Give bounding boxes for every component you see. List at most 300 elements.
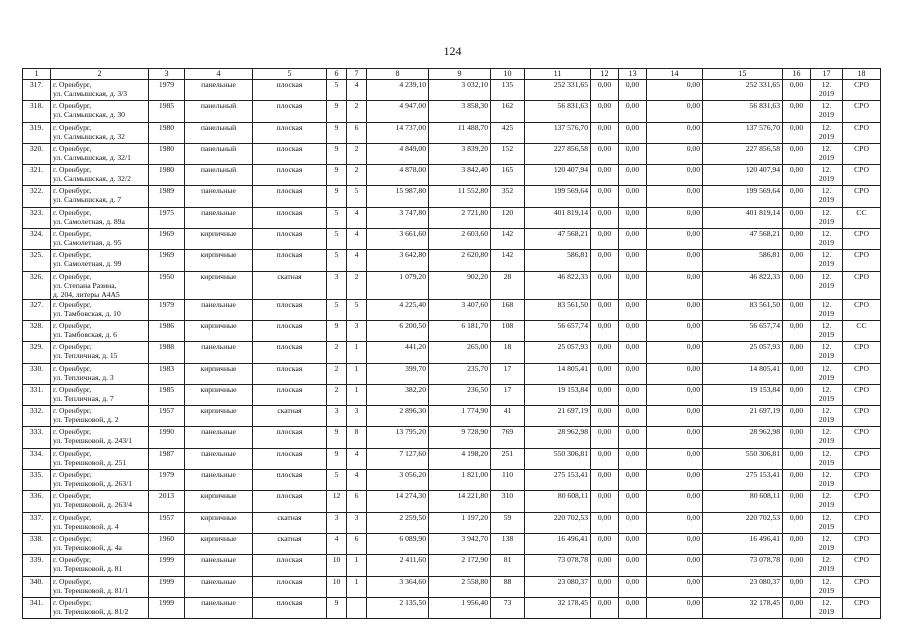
roof-type-cell: плоская [253, 299, 327, 320]
roof-type-cell: плоская [253, 448, 327, 469]
cost-col13-cell: 0,00 [619, 299, 647, 320]
address-city: г. Оренбург, [53, 491, 92, 501]
method-cell: СРО [843, 229, 881, 250]
method-cell: СРО [843, 165, 881, 186]
year-built-cell: 1980 [149, 122, 185, 143]
address-street: ул. Салмышская, д. 30 [53, 110, 125, 120]
cost-col15-cell: 120 407,94 [703, 165, 783, 186]
address-cell [51, 250, 149, 271]
cost-col16-cell: 0,00 [783, 491, 811, 512]
cost-col12-cell: 0,00 [591, 533, 619, 554]
cost-col12-cell: 0,00 [591, 299, 619, 320]
planned-date-cell [811, 491, 843, 512]
table-row [23, 229, 881, 250]
planned-date-cell [811, 406, 843, 427]
total-area-cell: 14 737,00 [367, 122, 429, 143]
address-cell [51, 448, 149, 469]
residents-cell: 135 [491, 80, 525, 101]
planned-date-cell [811, 229, 843, 250]
cost-col16-cell: 0,00 [783, 250, 811, 271]
residents-cell: 41 [491, 406, 525, 427]
year-built-cell: 1969 [149, 229, 185, 250]
wall-material-cell: кирпичные [185, 250, 253, 271]
planned-month: 12. [821, 143, 832, 153]
cost-col13-cell: 0,00 [619, 427, 647, 448]
total-area-cell: 3 056,20 [367, 470, 429, 491]
residents-cell: 28 [491, 271, 525, 299]
planned-date-cell [811, 470, 843, 491]
cost-col14-cell: 0,00 [647, 597, 703, 618]
column-number-row [23, 69, 881, 80]
column-number-cell: 17 [811, 69, 843, 80]
cost-col13-cell: 0,00 [619, 533, 647, 554]
address-street: ул. Тепличная, д. 7 [53, 393, 114, 403]
planned-month: 12. [821, 512, 832, 522]
cost-col12-cell: 0,00 [591, 101, 619, 122]
roof-type-cell: плоская [253, 491, 327, 512]
row-number-cell: 330. [23, 363, 51, 384]
row-number-cell: 329. [23, 342, 51, 363]
wall-material-cell: кирпичные [185, 384, 253, 405]
cost-col12-cell: 0,00 [591, 427, 619, 448]
year-built-cell: 1989 [149, 186, 185, 207]
floors-cell: 9 [327, 320, 347, 341]
row-number-cell: 327. [23, 299, 51, 320]
method-cell: СРО [843, 427, 881, 448]
method-cell: СРО [843, 491, 881, 512]
floors-cell: 9 [327, 122, 347, 143]
wall-material-cell: кирпичные [185, 406, 253, 427]
cost-col14-cell: 0,00 [647, 555, 703, 576]
total-cost-cell: 220 702,53 [525, 512, 591, 533]
row-number-cell: 333. [23, 427, 51, 448]
year-built-cell: 1999 [149, 576, 185, 597]
total-area-cell: 2 411,60 [367, 555, 429, 576]
planned-month: 12. [821, 406, 832, 416]
column-number-cell: 15 [703, 69, 783, 80]
entrances-cell: 2 [347, 143, 367, 164]
cost-col14-cell: 0,00 [647, 165, 703, 186]
row-number-cell: 326. [23, 271, 51, 299]
cost-col16-cell: 0,00 [783, 342, 811, 363]
cost-col16-cell: 0,00 [783, 271, 811, 299]
address-street: ул. Терешковой, д. 81/2 [53, 606, 129, 616]
entrances-cell: 4 [347, 470, 367, 491]
total-cost-cell: 227 856,58 [525, 143, 591, 164]
cost-col14-cell: 0,00 [647, 250, 703, 271]
residents-cell: 17 [491, 384, 525, 405]
floors-cell: 9 [327, 143, 347, 164]
cost-col15-cell: 14 805,41 [703, 363, 783, 384]
planned-date-cell [811, 250, 843, 271]
table-row [23, 555, 881, 576]
address-street: ул. Степана Разина, [53, 280, 117, 290]
method-cell: СРО [843, 533, 881, 554]
address-city: г. Оренбург, [53, 320, 92, 330]
cost-col16-cell: 0,00 [783, 555, 811, 576]
method-cell: СРО [843, 250, 881, 271]
planned-month: 12. [821, 576, 832, 586]
residents-cell: 18 [491, 342, 525, 363]
planned-date-cell [811, 427, 843, 448]
year-built-cell: 1969 [149, 250, 185, 271]
method-cell: СРО [843, 101, 881, 122]
floors-cell: 3 [327, 271, 347, 299]
cost-col16-cell: 0,00 [783, 101, 811, 122]
entrances-cell: 2 [347, 101, 367, 122]
cost-col15-cell: 220 702,53 [703, 512, 783, 533]
residents-cell: 17 [491, 363, 525, 384]
planned-month: 12. [821, 165, 832, 175]
address-cell [51, 165, 149, 186]
residential-area-cell: 2 620,80 [429, 250, 491, 271]
planned-month: 12. [821, 491, 832, 501]
residential-area-cell: 1 774,90 [429, 406, 491, 427]
cost-col16-cell: 0,00 [783, 207, 811, 228]
wall-material-cell: панельные [185, 207, 253, 228]
entrances-cell: 1 [347, 384, 367, 405]
planned-year: 2019 [818, 436, 835, 446]
cost-col13-cell: 0,00 [619, 576, 647, 597]
cost-col13-cell: 0,00 [619, 470, 647, 491]
cost-col13-cell: 0,00 [619, 250, 647, 271]
entrances-cell: 1 [347, 363, 367, 384]
row-number-cell: 325. [23, 250, 51, 271]
cost-col13-cell: 0,00 [619, 555, 647, 576]
planned-month: 12. [821, 271, 832, 281]
cost-col14-cell: 0,00 [647, 207, 703, 228]
planned-month: 12. [821, 597, 832, 607]
cost-col14-cell: 0,00 [647, 491, 703, 512]
planned-month: 12. [821, 207, 832, 217]
table-row [23, 122, 881, 143]
planned-month: 12. [821, 101, 832, 111]
total-cost-cell: 47 568,21 [525, 229, 591, 250]
floors-cell: 2 [327, 384, 347, 405]
roof-type-cell: скатная [253, 406, 327, 427]
total-cost-cell: 275 153,41 [525, 470, 591, 491]
cost-col15-cell: 56 831,63 [703, 101, 783, 122]
residential-area-cell: 3 839,20 [429, 143, 491, 164]
address-cell [51, 597, 149, 618]
entrances-cell: 6 [347, 533, 367, 554]
column-number-cell: 18 [843, 69, 881, 80]
cost-col13-cell: 0,00 [619, 512, 647, 533]
table-row [23, 533, 881, 554]
entrances-cell [347, 597, 367, 618]
row-number-cell: 335. [23, 470, 51, 491]
column-number-cell: 3 [149, 69, 185, 80]
cost-col14-cell: 0,00 [647, 299, 703, 320]
wall-material-cell: панельные [185, 555, 253, 576]
roof-type-cell: плоская [253, 384, 327, 405]
address-city: г. Оренбург, [53, 80, 92, 89]
row-number-cell: 336. [23, 491, 51, 512]
column-number-cell: 8 [367, 69, 429, 80]
planned-date-cell [811, 80, 843, 101]
column-number-cell: 5 [253, 69, 327, 80]
cost-col12-cell: 0,00 [591, 363, 619, 384]
address-street: ул. Тепличная, д. 3 [53, 372, 114, 382]
planned-month: 12. [821, 384, 832, 394]
floors-cell: 5 [327, 207, 347, 228]
wall-material-cell: панельные [185, 597, 253, 618]
table-row [23, 271, 881, 299]
address-cell [51, 406, 149, 427]
cost-col16-cell: 0,00 [783, 320, 811, 341]
method-cell: СРО [843, 576, 881, 597]
column-number-cell: 16 [783, 69, 811, 80]
planned-year: 2019 [818, 500, 835, 510]
row-number-cell: 328. [23, 320, 51, 341]
cost-col16-cell: 0,00 [783, 512, 811, 533]
cost-col15-cell: 25 057,93 [703, 342, 783, 363]
address-cell [51, 470, 149, 491]
planned-date-cell [811, 186, 843, 207]
total-area-cell: 382,20 [367, 384, 429, 405]
method-cell: СС [843, 207, 881, 228]
residential-area-cell: 3 858,30 [429, 101, 491, 122]
residents-cell: 73 [491, 597, 525, 618]
planned-month: 12. [821, 448, 832, 458]
residents-cell: 310 [491, 491, 525, 512]
year-built-cell: 1999 [149, 555, 185, 576]
year-built-cell: 1979 [149, 80, 185, 101]
address-extra: д. 204, литеры А4А5 [53, 289, 120, 299]
row-number-cell: 338. [23, 533, 51, 554]
floors-cell: 9 [327, 165, 347, 186]
cost-col15-cell: 275 153,41 [703, 470, 783, 491]
table-row [23, 576, 881, 597]
floors-cell: 3 [327, 406, 347, 427]
wall-material-cell: панельные [185, 342, 253, 363]
residential-area-cell: 6 181,70 [429, 320, 491, 341]
wall-material-cell: панельные [185, 576, 253, 597]
residential-area-cell: 11 552,80 [429, 186, 491, 207]
address-city: г. Оренбург, [53, 143, 92, 153]
total-area-cell: 4 849,00 [367, 143, 429, 164]
address-city: г. Оренбург, [53, 207, 92, 217]
address-cell [51, 186, 149, 207]
total-cost-cell: 401 819,14 [525, 207, 591, 228]
address-city: г. Оренбург, [53, 384, 92, 394]
planned-date-cell [811, 165, 843, 186]
column-number-cell: 13 [619, 69, 647, 80]
total-area-cell: 2 135,50 [367, 597, 429, 618]
planned-year: 2019 [818, 372, 835, 382]
cost-col16-cell: 0,00 [783, 80, 811, 101]
residents-cell: 81 [491, 555, 525, 576]
cost-col16-cell: 0,00 [783, 406, 811, 427]
address-cell [51, 363, 149, 384]
address-street: ул. Терешковой, д. 81/1 [53, 585, 129, 595]
cost-col16-cell: 0,00 [783, 576, 811, 597]
residential-area-cell: 11 488,70 [429, 122, 491, 143]
entrances-cell: 4 [347, 207, 367, 228]
roof-type-cell: плоская [253, 320, 327, 341]
floors-cell: 5 [327, 80, 347, 101]
planned-year: 2019 [818, 415, 835, 425]
cost-col13-cell: 0,00 [619, 143, 647, 164]
address-street: ул. Салмышская, д. 32/1 [53, 152, 131, 162]
cost-col15-cell: 56 657,74 [703, 320, 783, 341]
cost-col12-cell: 0,00 [591, 384, 619, 405]
planned-year: 2019 [818, 259, 835, 269]
entrances-cell: 5 [347, 299, 367, 320]
total-cost-cell: 14 805,41 [525, 363, 591, 384]
cost-col12-cell: 0,00 [591, 597, 619, 618]
residents-cell: 769 [491, 427, 525, 448]
planned-month: 12. [821, 299, 832, 309]
floors-cell: 4 [327, 533, 347, 554]
cost-col16-cell: 0,00 [783, 299, 811, 320]
floors-cell: 10 [327, 576, 347, 597]
cost-col13-cell: 0,00 [619, 384, 647, 405]
table-row [23, 143, 881, 164]
address-cell [51, 576, 149, 597]
address-cell [51, 555, 149, 576]
row-number-cell: 321. [23, 165, 51, 186]
row-number-cell: 317. [23, 80, 51, 101]
address-city: г. Оренбург, [53, 597, 92, 607]
planned-date-cell [811, 363, 843, 384]
residential-area-cell: 1 197,20 [429, 512, 491, 533]
address-street: ул. Терешковой, д. 81 [53, 564, 123, 574]
residential-area-cell: 2 558,80 [429, 576, 491, 597]
entrances-cell: 3 [347, 320, 367, 341]
column-number-cell: 7 [347, 69, 367, 80]
row-number-cell: 341. [23, 597, 51, 618]
residential-area-cell: 3 032,10 [429, 80, 491, 101]
year-built-cell: 1979 [149, 470, 185, 491]
planned-month: 12. [821, 470, 832, 480]
table-row [23, 427, 881, 448]
cost-col13-cell: 0,00 [619, 207, 647, 228]
cost-col16-cell: 0,00 [783, 165, 811, 186]
planned-date-cell [811, 448, 843, 469]
floors-cell: 9 [327, 597, 347, 618]
roof-type-cell: плоская [253, 597, 327, 618]
address-street: ул. Терешковой, д. 4а [53, 542, 122, 552]
year-built-cell: 1985 [149, 384, 185, 405]
total-cost-cell: 137 576,70 [525, 122, 591, 143]
entrances-cell: 4 [347, 448, 367, 469]
cost-col14-cell: 0,00 [647, 101, 703, 122]
cost-col13-cell: 0,00 [619, 80, 647, 101]
total-area-cell: 2 259,50 [367, 512, 429, 533]
address-cell [51, 80, 149, 101]
total-area-cell: 4 225,40 [367, 299, 429, 320]
address-cell [51, 143, 149, 164]
address-cell [51, 533, 149, 554]
column-number-cell: 14 [647, 69, 703, 80]
residential-area-cell: 14 221,80 [429, 491, 491, 512]
wall-material-cell: кирпичные [185, 512, 253, 533]
cost-col13-cell: 0,00 [619, 491, 647, 512]
year-built-cell: 1983 [149, 363, 185, 384]
residential-area-cell: 3 842,40 [429, 165, 491, 186]
cost-col12-cell: 0,00 [591, 80, 619, 101]
cost-col12-cell: 0,00 [591, 122, 619, 143]
roof-type-cell: плоская [253, 470, 327, 491]
cost-col13-cell: 0,00 [619, 363, 647, 384]
wall-material-cell: панельный [185, 143, 253, 164]
roof-type-cell: плоская [253, 143, 327, 164]
roof-type-cell: плоская [253, 229, 327, 250]
planned-date-cell [811, 576, 843, 597]
address-city: г. Оренбург, [53, 229, 92, 239]
cost-col14-cell: 0,00 [647, 470, 703, 491]
planned-date-cell [811, 122, 843, 143]
row-number-cell: 340. [23, 576, 51, 597]
total-cost-cell: 80 608,11 [525, 491, 591, 512]
residents-cell: 88 [491, 576, 525, 597]
wall-material-cell: кирпичные [185, 229, 253, 250]
table-row [23, 384, 881, 405]
total-area-cell: 3 661,60 [367, 229, 429, 250]
planned-month: 12. [821, 186, 832, 196]
method-cell: СРО [843, 384, 881, 405]
cost-col12-cell: 0,00 [591, 250, 619, 271]
residential-area-cell: 1 956,40 [429, 597, 491, 618]
entrances-cell: 4 [347, 250, 367, 271]
address-street: ул. Терешковой, д. 243/1 [53, 436, 133, 446]
row-number-cell: 319. [23, 122, 51, 143]
planned-month: 12. [821, 122, 832, 132]
method-cell: СРО [843, 122, 881, 143]
planned-year: 2019 [818, 280, 835, 290]
method-cell: СРО [843, 80, 881, 101]
roof-type-cell: плоская [253, 363, 327, 384]
total-cost-cell: 56 657,74 [525, 320, 591, 341]
cost-col16-cell: 0,00 [783, 597, 811, 618]
total-area-cell: 399,70 [367, 363, 429, 384]
residents-cell: 168 [491, 299, 525, 320]
method-cell: СС [843, 320, 881, 341]
cost-col14-cell: 0,00 [647, 576, 703, 597]
cost-col14-cell: 0,00 [647, 143, 703, 164]
method-cell: СРО [843, 406, 881, 427]
entrances-cell: 3 [347, 406, 367, 427]
cost-col14-cell: 0,00 [647, 229, 703, 250]
cost-col13-cell: 0,00 [619, 186, 647, 207]
cost-col13-cell: 0,00 [619, 448, 647, 469]
table-row [23, 363, 881, 384]
address-cell [51, 271, 149, 299]
total-cost-cell: 28 962,98 [525, 427, 591, 448]
residents-cell: 59 [491, 512, 525, 533]
cost-col13-cell: 0,00 [619, 406, 647, 427]
planned-month: 12. [821, 229, 832, 239]
cost-col15-cell: 23 080,37 [703, 576, 783, 597]
table-row [23, 186, 881, 207]
total-area-cell: 6 200,50 [367, 320, 429, 341]
method-cell: СРО [843, 470, 881, 491]
planned-year: 2019 [818, 585, 835, 595]
roof-type-cell: плоская [253, 342, 327, 363]
roof-type-cell: плоская [253, 555, 327, 576]
cost-col16-cell: 0,00 [783, 533, 811, 554]
planned-year: 2019 [818, 110, 835, 120]
planned-year: 2019 [818, 174, 835, 184]
planned-date-cell [811, 533, 843, 554]
planned-year: 2019 [818, 542, 835, 552]
total-area-cell: 6 089,90 [367, 533, 429, 554]
column-number-cell: 2 [51, 69, 149, 80]
table-row [23, 320, 881, 341]
planned-date-cell [811, 299, 843, 320]
row-number-cell: 331. [23, 384, 51, 405]
